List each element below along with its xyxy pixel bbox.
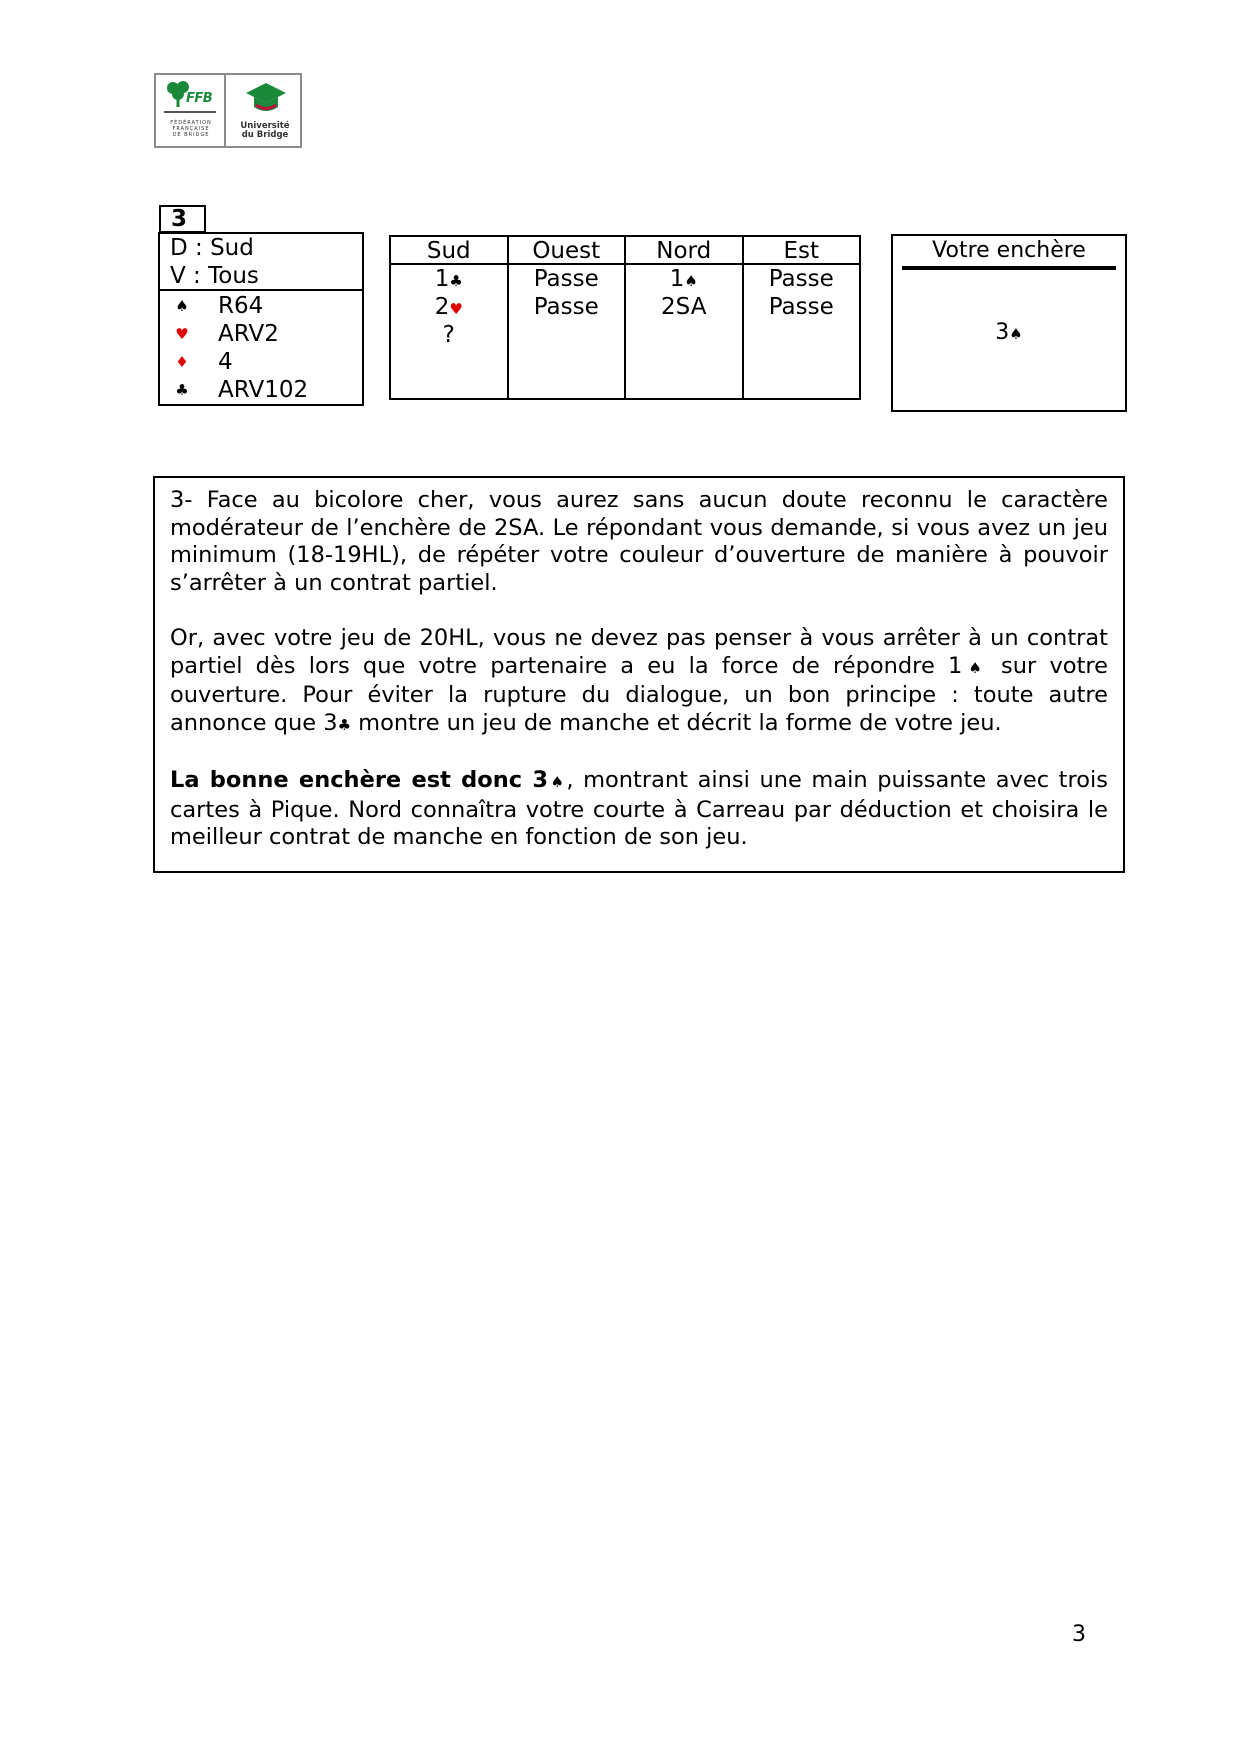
spade-icon: ♠ [684, 272, 698, 290]
universite-du-bridge-text: Université du Bridge [240, 121, 290, 140]
bidding-column-est [744, 237, 860, 398]
logo-rule [164, 111, 216, 113]
bid-question: ? [442, 322, 455, 348]
deal-number: 3 [159, 205, 206, 233]
diamond-cards: 4 [218, 349, 233, 375]
commentary-paragraph-3: La bonne enchère est donc 3♠, montrant ainsi une main puissante avec trois cartes à Pique. Nord connaîtra votre courte à Carreau par déduction et choisira le meilleur contrat de manche en fonction de son jeu. [170, 766, 1108, 851]
commentary-box [153, 476, 1125, 873]
bid: 2SA [661, 294, 707, 320]
heart-icon: ♥ [449, 300, 463, 318]
bid: 1♣ [434, 266, 463, 292]
hand-row-diamonds [160, 348, 362, 376]
heart-cards: ARV2 [218, 321, 279, 347]
deal-info [160, 234, 362, 291]
spade-icon: ♠ [1009, 325, 1023, 343]
answer-bid: 3♠ [995, 320, 1023, 345]
hand-row-hearts [160, 320, 362, 348]
bidding-column-ouest [509, 237, 627, 398]
answer-box [891, 234, 1127, 412]
diamond-icon: ♦ [175, 353, 189, 371]
spade-cards: R64 [218, 293, 264, 319]
vulnerability: V : Tous [170, 263, 259, 289]
bid: Passe [768, 294, 834, 320]
commentary-paragraph-1: 3- Face au bicolore cher, vous aurez sans aucun doute reconnu le caractère modérateur de l’enchère de 2SA. Le répondant vous demande, si vous avez un jeu minimum (18-19HL), de répéter votre couleur d’ouverture de manière à pouvoir s’arrêter à un contrat partiel. [170, 487, 1108, 596]
club-icon: ♣ [175, 381, 189, 399]
club-icon: ♣ [449, 272, 463, 290]
bidding-header: Est [744, 237, 860, 265]
deal-box [158, 232, 364, 406]
spade-icon: ♠ [962, 658, 988, 677]
graduation-cap-icon [244, 81, 288, 117]
bid: Passe [533, 294, 599, 320]
spade-icon: ♠ [548, 772, 567, 791]
bid: 1♠ [669, 266, 698, 292]
answer-statement: La bonne enchère est donc 3♠ [170, 766, 567, 793]
bidding-header: Nord [626, 237, 742, 265]
ffb-wordmark: FFB [186, 91, 213, 106]
hand [160, 291, 362, 404]
answer-title: Votre enchère [902, 236, 1116, 270]
bidding-column-sud [391, 237, 509, 398]
club-cards: ARV102 [218, 377, 309, 403]
spade-icon: ♠ [175, 297, 189, 315]
commentary-paragraph-2: Or, avec votre jeu de 20HL, vous ne devez pas penser à vous arrêter à un contrat partiel dès lors que votre partenaire a eu la force de répondre 1♠ sur votre ouverture. Pour éviter la rupture du dialogue, un bon principe : toute autre annonce que 3♣ montre un jeu de manche et décrit la forme de votre jeu. [170, 624, 1108, 736]
bidding-header: Sud [391, 237, 507, 265]
bid: Passe [768, 266, 834, 292]
hand-row-spades [160, 292, 362, 320]
bid: 2♥ [434, 294, 463, 320]
heart-icon: ♥ [175, 325, 189, 343]
bidding-header: Ouest [509, 237, 625, 265]
ffb-subtitle: FÉDÉRATION FRANÇAISE DE BRIDGE [170, 120, 212, 138]
dealer: D : Sud [170, 235, 254, 261]
bidding-column-nord [626, 237, 744, 398]
hand-row-clubs [160, 376, 362, 404]
bid: Passe [533, 266, 599, 292]
club-icon: ♣ [337, 715, 352, 734]
ffb-logo [154, 73, 302, 148]
bidding-table [389, 235, 861, 400]
page-number: 3 [1072, 1622, 1086, 1647]
